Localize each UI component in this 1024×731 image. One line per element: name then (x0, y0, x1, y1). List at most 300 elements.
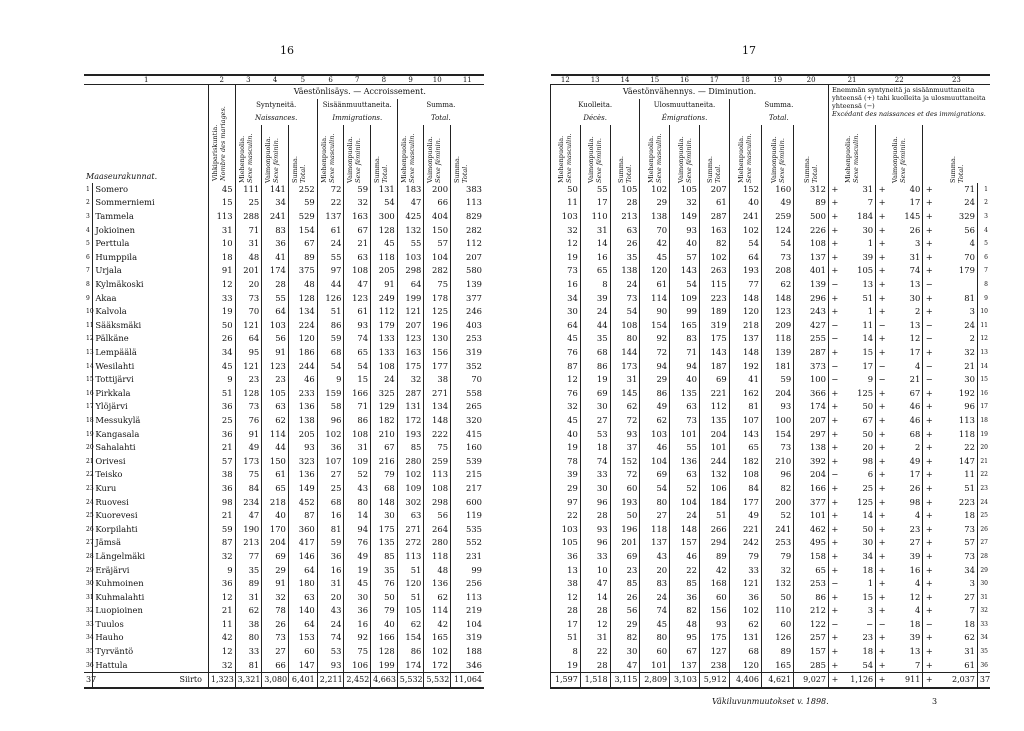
sign-cell: − (923, 319, 935, 333)
table-cell: 24 (964, 197, 975, 208)
table-cell: 61 (262, 468, 289, 482)
parish-name: Orivesi (95, 455, 126, 466)
table-row (551, 577, 991, 591)
table-cell: 26 (262, 618, 289, 632)
table-cell: 114 (262, 427, 289, 441)
table-cell: 154 (288, 223, 317, 237)
sign-cell: + (923, 414, 935, 428)
sign-cell: − (876, 618, 888, 632)
row-number: 1 (977, 183, 990, 197)
table-cell: 30 (610, 645, 640, 659)
table-cell: 123 (397, 332, 424, 346)
table-cell: 58 (317, 400, 344, 414)
table-cell: 89 (235, 577, 262, 591)
table-row (84, 427, 484, 441)
table-cell: 96 (317, 414, 344, 428)
table-cell: 36 (208, 427, 235, 441)
table-cell: 192 (958, 387, 975, 398)
table-cell: 101 (794, 509, 829, 523)
sum-cell: 9,027 (794, 672, 829, 687)
table-cell: 73 (964, 550, 975, 561)
table-cell: 54 (729, 237, 761, 251)
table-cell: 36 (317, 550, 344, 564)
sum-cell: 4,621 (761, 672, 793, 687)
table-cell: 148 (371, 495, 398, 509)
table-cell: 63 (610, 223, 640, 237)
sub-header-label-fr: Sexe masculin. (745, 133, 754, 183)
table-cell: 69 (640, 468, 670, 482)
footer-title: Väkiluvunmuutokset v. 1898. (712, 697, 829, 706)
table-cell: 319 (699, 319, 729, 333)
table-cell: 73 (964, 523, 975, 534)
sign-cell: + (828, 427, 840, 441)
table-cell: 45 (208, 183, 235, 197)
table-cell: 13 (909, 319, 921, 330)
table-cell: 136 (288, 400, 317, 414)
population-decrease-table (550, 74, 990, 689)
table-cell: 226 (794, 223, 829, 237)
sub-header-label-fr: Sexe féminin. (595, 137, 604, 183)
table-cell: 36 (551, 550, 581, 564)
table-cell: 63 (670, 400, 700, 414)
table-cell: 61 (640, 278, 670, 292)
table-cell: 39 (862, 251, 874, 262)
table-cell: 36 (262, 237, 289, 251)
sub-header-label: Vaimonpuolia. (891, 135, 900, 183)
table-cell: 126 (317, 291, 344, 305)
table-cell: 23 (235, 373, 262, 387)
table-cell: 154 (640, 319, 670, 333)
sub-header-label-fr: Sexe féminin. (272, 137, 281, 183)
table-cell: 120 (288, 332, 317, 346)
table-cell: 392 (794, 454, 829, 468)
table-cell: 112 (371, 305, 398, 319)
table-cell: 20 (317, 590, 344, 604)
row-number: 22 (84, 468, 93, 482)
table-cell: 92 (640, 332, 670, 346)
row-number: 25 (84, 509, 93, 523)
table-cell: 15 (862, 347, 874, 358)
table-cell: 199 (397, 291, 424, 305)
table-cell: 93 (288, 441, 317, 455)
table-row (551, 346, 991, 360)
parish-name: Messukylä (95, 414, 141, 425)
table-cell: 84 (729, 482, 761, 496)
table-row (551, 332, 991, 346)
table-cell: 200 (424, 183, 451, 197)
table-row (551, 550, 991, 564)
table-cell: 154 (761, 427, 793, 441)
table-cell: 48 (670, 618, 700, 632)
sign-cell: + (828, 346, 840, 360)
row-number: 30 (977, 577, 990, 591)
table-cell: 149 (288, 482, 317, 496)
table-cell: 21 (344, 237, 371, 251)
table-cell: 82 (761, 482, 793, 496)
table-row (84, 346, 484, 360)
column-number: 17 (699, 75, 729, 85)
page-number: 16 (280, 44, 294, 57)
table-cell: 107 (729, 414, 761, 428)
table-cell: 82 (699, 237, 729, 251)
emigrations-label-fr: Émigrations. (661, 113, 708, 122)
row-number: 7 (84, 264, 93, 278)
table-cell: 32 (262, 590, 289, 604)
table-cell: 23 (262, 373, 289, 387)
table-cell: 160 (451, 441, 484, 455)
table-cell: 39 (909, 632, 921, 643)
summa-sub-header (923, 125, 990, 183)
table-cell: 12 (208, 278, 235, 292)
table-cell: 35 (580, 332, 610, 346)
table-cell: 27 (317, 468, 344, 482)
sign-cell: + (876, 577, 888, 591)
table-cell: 65 (262, 482, 289, 496)
table-cell: 4 (914, 578, 921, 589)
column-number-row (84, 75, 484, 85)
table-cell: 253 (451, 332, 484, 346)
table-cell: 55 (317, 251, 344, 265)
table-cell: 102 (317, 427, 344, 441)
sum-cell: 5,532 (424, 672, 451, 687)
table-cell: 10 (580, 563, 610, 577)
table-row (84, 563, 484, 577)
row-number: 35 (84, 645, 93, 659)
table-cell: 157 (670, 536, 700, 550)
table-cell: 64 (288, 563, 317, 577)
table-cell: 24 (964, 319, 975, 330)
table-cell: 64 (288, 618, 317, 632)
table-cell: 82 (610, 631, 640, 645)
table-cell: 312 (794, 183, 829, 197)
table-cell: 46 (670, 550, 700, 564)
table-cell: 139 (794, 278, 829, 292)
table-cell: 9 (208, 563, 235, 577)
row-number: 1 (84, 183, 93, 197)
row-number: 12 (977, 332, 990, 346)
table-cell: 76 (551, 387, 581, 401)
table-cell: 28 (610, 196, 640, 210)
vaimo-sub-header (262, 125, 289, 183)
table-cell: 300 (371, 210, 398, 224)
table-cell: 218 (262, 495, 289, 509)
sub-header-label: Summa. (373, 155, 382, 183)
table-cell: 118 (424, 550, 451, 564)
table-cell: 75 (235, 468, 262, 482)
row-number: 4 (84, 223, 93, 237)
table-cell: 208 (761, 264, 793, 278)
table-cell: 8 (551, 645, 581, 659)
table-cell: 59 (317, 332, 344, 346)
sign-cell: + (923, 631, 935, 645)
table-row (84, 373, 484, 387)
summa-sub-header (451, 125, 484, 183)
table-cell: 113 (208, 210, 235, 224)
row-number: 23 (977, 482, 990, 496)
parish-name: Sahalahti (95, 442, 136, 453)
column-number: 11 (451, 75, 484, 85)
table-cell: 30 (909, 292, 921, 303)
table-cell: 31 (862, 183, 874, 194)
row-number: 7 (977, 264, 990, 278)
sub-header-label-fr: Total. (624, 164, 633, 183)
table-cell: 60 (761, 618, 793, 632)
table-cell: 103 (640, 427, 670, 441)
table-cell: 383 (451, 183, 484, 197)
table-cell: 51 (397, 590, 424, 604)
sum-cell: 4,663 (371, 672, 398, 687)
sub-header-label: Miehenpuolia. (319, 135, 328, 183)
row-number: 30 (84, 577, 93, 591)
sum-cell: 4,406 (729, 672, 761, 687)
sub-header-label: Vaimonpuolia. (769, 135, 778, 183)
table-row (84, 210, 484, 224)
column-number: 8 (371, 75, 398, 85)
sign-cell: + (876, 237, 888, 251)
table-cell: 62 (424, 590, 451, 604)
table-cell: 138 (794, 441, 829, 455)
table-cell: 45 (640, 618, 670, 632)
table-cell: 102 (640, 183, 670, 197)
table-cell: 148 (761, 291, 793, 305)
table-cell: 45 (640, 251, 670, 265)
table-cell: 172 (424, 658, 451, 672)
table-row (84, 645, 484, 659)
table-cell: 29 (551, 482, 581, 496)
table-cell: 55 (580, 183, 610, 197)
table-cell: 63 (397, 509, 424, 523)
row-number: 24 (84, 495, 93, 509)
sub-header-label: Vaimonpuolia. (426, 135, 435, 183)
table-cell: 18 (580, 441, 610, 455)
table-cell: 53 (317, 645, 344, 659)
table-row (551, 441, 991, 455)
table-cell: 31 (235, 237, 262, 251)
table-cell: 46 (909, 414, 921, 425)
table-cell: 352 (451, 359, 484, 373)
total-label: Summa. (426, 100, 456, 109)
row-number: 16 (84, 387, 93, 401)
table-cell: 90 (640, 305, 670, 319)
table-cell: 73 (761, 251, 793, 265)
table-cell: 25 (862, 482, 874, 493)
table-cell: 35 (371, 563, 398, 577)
column-number: 9 (397, 75, 424, 85)
table-cell: 94 (344, 522, 371, 536)
table-cell: 22 (964, 442, 975, 453)
column-number: 12 (551, 75, 581, 85)
table-cell: 46 (288, 373, 317, 387)
sub-header-label: Miehenpuolia. (557, 135, 566, 183)
table-cell: 67 (344, 223, 371, 237)
row-number: 10 (977, 305, 990, 319)
table-cell: 12 (909, 333, 921, 344)
sign-cell: + (876, 522, 888, 536)
sign-cell: + (923, 509, 935, 523)
sign-cell: + (828, 482, 840, 496)
table-row (551, 359, 991, 373)
sign-cell: + (876, 645, 888, 659)
table-cell: 36 (317, 441, 344, 455)
table-cell: 210 (761, 454, 793, 468)
table-cell: 73 (262, 631, 289, 645)
table-cell: 204 (794, 468, 829, 482)
row-number: 14 (84, 359, 93, 373)
deaths-label: Kuolleita. (578, 100, 613, 109)
table-cell: 89 (761, 645, 793, 659)
sum-cell: 2,809 (640, 672, 670, 687)
row-number: 25 (977, 509, 990, 523)
table-cell: 51 (208, 387, 235, 401)
table-cell: 18 (964, 618, 975, 629)
table-cell: 207 (794, 414, 829, 428)
row-number: 4 (977, 223, 990, 237)
table-cell: 177 (729, 495, 761, 509)
table-cell: 42 (208, 631, 235, 645)
table-cell: 87 (288, 509, 317, 523)
table-cell: 49 (761, 196, 793, 210)
table-cell: 42 (699, 563, 729, 577)
summa-sub-header (371, 125, 398, 183)
table-cell: 8 (580, 278, 610, 292)
table-cell: 140 (288, 604, 317, 618)
table-cell: 415 (451, 427, 484, 441)
parish-name: Kuru (95, 482, 117, 493)
table-cell: 14 (862, 333, 874, 344)
table-cell: 13 (909, 279, 921, 290)
table-cell: 234 (235, 495, 262, 509)
table-cell: 193 (610, 495, 640, 509)
table-cell: 103 (551, 210, 581, 224)
table-cell: 280 (397, 454, 424, 468)
row-number: 34 (977, 631, 990, 645)
excess-label-fr: Excédant des naissances et des immigrations. (831, 110, 986, 118)
row-number: 28 (84, 550, 93, 564)
table-row (551, 645, 991, 659)
table-cell: 27 (262, 645, 289, 659)
table-cell: 34 (551, 291, 581, 305)
table-cell: 148 (424, 414, 451, 428)
table-cell: 39 (580, 291, 610, 305)
table-row (84, 305, 484, 319)
table-cell: 33 (729, 563, 761, 577)
table-cell: 47 (610, 658, 640, 672)
table-cell: 86 (317, 319, 344, 333)
table-cell: 323 (288, 454, 317, 468)
table-cell: 47 (397, 196, 424, 210)
sign-cell: + (828, 658, 840, 672)
table-cell: 9 (317, 373, 344, 387)
table-cell: 4 (914, 605, 921, 616)
table-cell: 12 (551, 373, 581, 387)
column-number: 1 (84, 75, 208, 85)
table-cell: 16 (317, 563, 344, 577)
parish-name: Tammela (95, 211, 134, 222)
table-cell: 109 (344, 454, 371, 468)
sign-cell: + (923, 468, 935, 482)
table-cell: 80 (640, 631, 670, 645)
table-row (84, 414, 484, 428)
table-cell: 45 (551, 414, 581, 428)
parish-name: Kalvola (95, 306, 127, 317)
column-number: 5 (288, 75, 317, 85)
column-number: 6 (317, 75, 344, 85)
sign-cell: + (828, 291, 840, 305)
table-cell: 65 (729, 441, 761, 455)
row-number: 18 (977, 414, 990, 428)
table-cell: 44 (580, 319, 610, 333)
table-cell: 223 (958, 496, 975, 507)
sign-cell: + (876, 454, 888, 468)
table-cell: 259 (761, 210, 793, 224)
table-cell: 118 (761, 332, 793, 346)
table-cell: 62 (729, 618, 761, 632)
table-cell: 93 (699, 618, 729, 632)
table-cell: 166 (794, 482, 829, 496)
table-cell: 62 (235, 604, 262, 618)
table-cell: 93 (761, 400, 793, 414)
table-cell: 59 (317, 536, 344, 550)
table-cell: 25 (208, 414, 235, 428)
sign-cell: + (876, 305, 888, 319)
table-cell: 73 (235, 400, 262, 414)
table-cell: 31 (317, 577, 344, 591)
sign-cell: − (828, 618, 840, 632)
table-cell: 54 (344, 359, 371, 373)
table-cell: 238 (699, 658, 729, 672)
parish-name: Sääksmäki (95, 319, 142, 330)
table-cell: 73 (551, 264, 581, 278)
sign-cell: + (923, 577, 935, 591)
table-cell: 31 (235, 590, 262, 604)
table-cell: 108 (371, 359, 398, 373)
table-cell: 68 (317, 346, 344, 360)
sign-cell: + (828, 251, 840, 265)
table-cell: 49 (909, 455, 921, 466)
table-cell: 83 (262, 223, 289, 237)
table-cell: 22 (670, 563, 700, 577)
row-number: 27 (977, 536, 990, 550)
sub-header-label-fr: Sexe féminin. (777, 137, 786, 183)
table-cell: 86 (344, 414, 371, 428)
table-cell: 47 (344, 278, 371, 292)
table-cell: 101 (640, 658, 670, 672)
column-number: 16 (670, 75, 700, 85)
sign-cell: + (828, 441, 840, 455)
table-cell: 205 (371, 264, 398, 278)
column-number-row (551, 75, 991, 85)
sign-cell: − (876, 373, 888, 387)
table-cell: 31 (964, 646, 975, 657)
sum-cell: 3,103 (670, 672, 700, 687)
table-cell: 40 (670, 373, 700, 387)
table-cell: 41 (729, 373, 761, 387)
summa-sub-header (610, 125, 640, 183)
sign-cell: + (923, 251, 935, 265)
excess-label: Enemmän syntyneitä ja sisäänmuuttaneita yhteensä (+) tahi kuolleita ja ulosmuuttaneita yhteensä (−) (831, 86, 986, 110)
row-number: 17 (977, 400, 990, 414)
table-cell: 73 (761, 441, 793, 455)
row-number: 15 (84, 373, 93, 387)
table-cell: 24 (610, 278, 640, 292)
table-cell: 100 (794, 373, 829, 387)
table-cell: 263 (699, 264, 729, 278)
table-cell: 24 (670, 509, 700, 523)
table-cell: 535 (451, 522, 484, 536)
table-row (84, 577, 484, 591)
table-cell: 110 (761, 604, 793, 618)
table-cell: 282 (424, 264, 451, 278)
